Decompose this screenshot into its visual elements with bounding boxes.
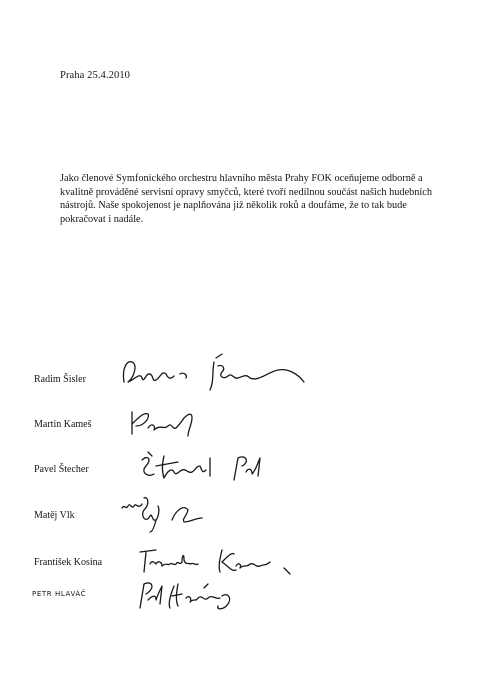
letter-line: pokračovat i nadále. — [60, 213, 144, 225]
letter-line: Jako členové Symfonického orchestru hlavního města Prahy FOK oceňujeme odborně a — [60, 173, 423, 184]
signer-name-stecher: Pavel Štecher — [34, 464, 89, 475]
place-date: Praha 25.4.2010 — [60, 70, 131, 81]
signature-vlk — [118, 490, 208, 536]
letter-line: kvalitně prováděné servisní opravy smyčců, které tvoří nedílnou součást našich hudebních — [60, 186, 433, 198]
letter-line: nástrojů. Naše spokojenost je naplňována již několik roků a doufáme, že to tak bude — [60, 200, 407, 212]
signer-name-vlk: Matěj Vlk — [34, 510, 75, 521]
signer-name-sisler: Radim Šisler — [34, 374, 86, 385]
signature-stecher — [138, 448, 268, 488]
signature-hlavac — [134, 574, 244, 618]
signer-name-kames: Martin Kameš — [34, 419, 92, 430]
signer-name-hlavac: PETR HLAVÁČ — [32, 590, 87, 598]
letter-body — [60, 172, 440, 226]
signer-name-kosina: František Kosina — [34, 557, 103, 568]
signature-sisler — [118, 352, 308, 396]
signature-kames — [126, 404, 206, 440]
